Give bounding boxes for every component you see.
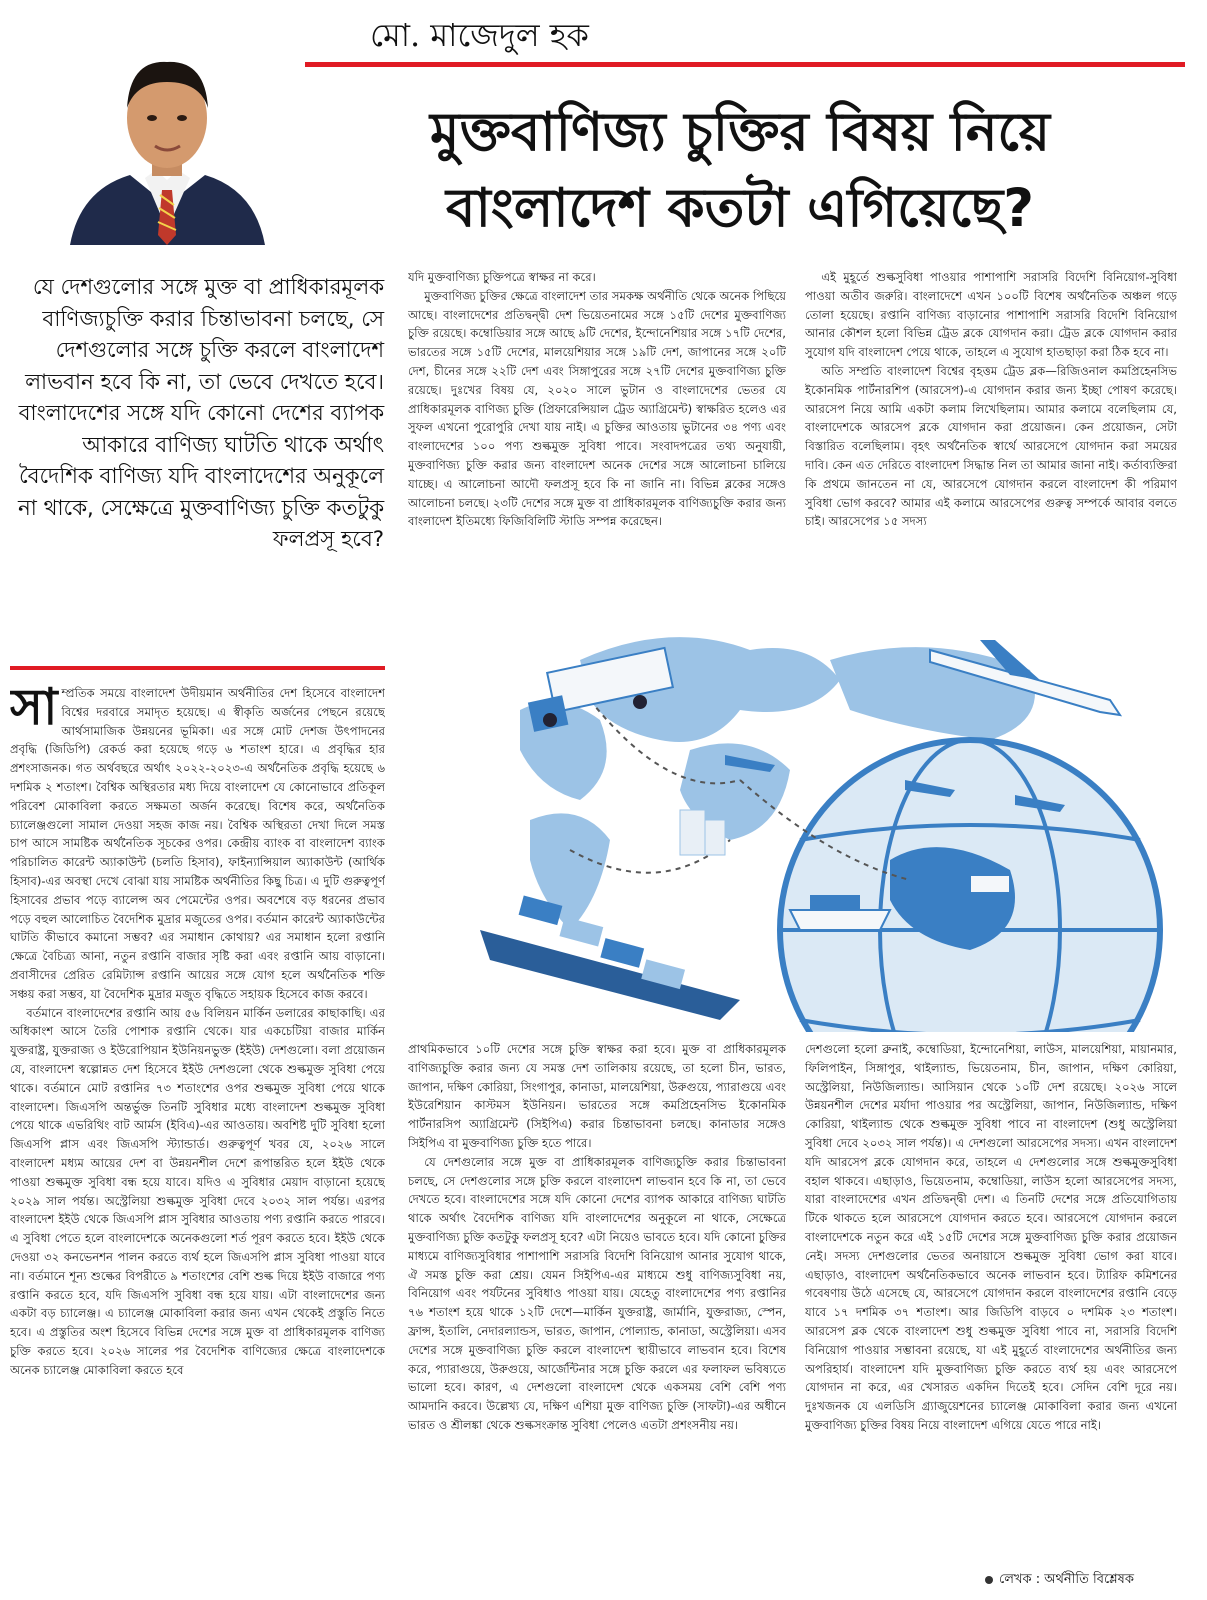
header-rule (305, 62, 1185, 67)
headline (300, 95, 1180, 247)
trade-illustration (410, 600, 1174, 1032)
pull-quote-rule (10, 666, 385, 670)
pull-quote: যে দেশগুলোর সঙ্গে মুক্ত বা প্রাধিকারমূলক বাণিজ্যচুক্তি করার চিন্তাভাবনা চলছে, সে দেশগুলোর সঙ্গে চুক্তি করলে বাংলাদেশ লাভবান হবে কি না, তা ভেবে দেখতে হবে। বাংলাদেশের সঙ্গে যদি কোনো দেশের ব্যাপক আকারে বাণিজ্য ঘাটতি থাকে অর্থাৎ বৈদেশিক বাণিজ্য যদি বাংলাদেশের অনুকূলে না থাকে, সেক্ষেত্রে মুক্তবাণিজ্য চুক্তি কতটুকু ফলপ্রসূ হবে? (17, 275, 384, 552)
article-column-3-bottom (805, 1040, 1177, 1570)
paragraph: যদি মুক্তবাণিজ্য চুক্তিপত্রে স্বাক্ষর না করে। (408, 270, 596, 284)
article-column-2-bottom (408, 1040, 786, 1588)
paragraph (10, 684, 385, 1004)
paragraph: মুক্তবাণিজ্য চুক্তির ক্ষেত্রে বাংলাদেশ তার সমকক্ষ অর্থনীতি থেকে অনেক পিছিয়ে আছে। বাংলাদেশের প্রতিদ্বন্দ্বী দেশ ভিয়েতনামের সঙ্গে ১৫টি দেশের মুক্তবাণিজ্য চুক্তি রয়েছে। কম্বোডিয়ার সঙ্গে আছে ৯টি দেশের, ইন্দোনেশিয়ার সঙ্গে ১৭টি দেশের, ভারতের সঙ্গে ১৫টি দেশের, মালয়েশিয়ার সঙ্গে ১৯টি দেশ, জাপানের সঙ্গে ২০টি দেশ, চীনের সঙ্গে ২২টি দেশ এবং সিঙ্গাপুরের সঙ্গে ২৭টি দেশের মুক্তবাণিজ্য চুক্তি রয়েছে। দুঃখের বিষয় যে, ২০২০ সালে ভুটান ও বাংলাদেশের ভেতর যে প্রাধিকারমূলক বাণিজ্য চুক্তি (প্রিফারেন্সিয়াল ট্রেড অ্যাগ্রিমেন্ট) স্বাক্ষরিত হলেও এর সুফল এখনো পুরোপুরি দেখা যায় নাই। এ চুক্তির আওতায় ভুটানের ৩৪ পণ্য এবং বাংলাদেশের ১০০ পণ্য শুল্কমুক্ত সুবিধা পাবে। সংবাদপত্রের তথ্য অনুযায়ী, মুক্তবাণিজ্য চুক্তি করার জন্য বাংলাদেশ অনেক দেশের সঙ্গে আলোচনা চালিয়ে যাচ্ছে। এ আলোচনা আদৌ ফলপ্রসূ হবে কি না জানি না। বিভিন্ন ব্লকের সঙ্গেও আলোচনা চলছে। ২৩টি দেশের সঙ্গে মুক্ত বা প্রাধিকারমূলক বাণিজ্যচুক্তি করার জন্য বাংলাদেশ ইতিমধ্যে ফিজিবিলিটি স্টাডি সম্পন্ন করেছেন। (408, 288, 786, 529)
paragraph: প্রাথমিকভাবে ১০টি দেশের সঙ্গে চুক্তি স্বাক্ষর করা হবে। মুক্ত বা প্রাধিকারমূলক বাণিজ্যচুক্তি করার জন্য যে সমস্ত দেশ তালিকায় রয়েছে, তা হলো চীন, ভারত, জাপান, দক্ষিণ কোরিয়া, সিংগাপুর, কানাডা, মালয়েশিয়া, উরুগুয়ে, প্যারাগুয়ে এবং ইউরেশিয়ান কাস্টমস ইউনিয়ন। ভারতের সঙ্গে কমপ্রিহেনসিভ ইকোনমিক পার্টনারসিপ অ্যাগ্রিমেন্ট (সিইপিএ) করার চিন্তাভাবনা চলছে। কানাডার সঙ্গেও সিইপিএ বা মুক্তবাণিজ্য চুক্তি হতে পারে। (408, 1042, 786, 1150)
paragraph: বর্তমানে বাংলাদেশের রপ্তানি আয় ৫৬ বিলিয়ন মার্কিন ডলারের কাছাকাছি। এর অধিকাংশ আসে তৈরি পোশাক রপ্তানি থেকে। যার একচেটিয়া বাজার মার্কিন যুক্তরাষ্ট্র, যুক্তরাজ্য ও ইউরোপিয়ান ইউনিয়নভুক্ত (ইইউ) দেশগুলো। বলা প্রয়োজন যে, বাংলাদেশ স্বল্পোন্নত দেশ হিসেবে ইইউ দেশগুলো থেকে শুল্কমুক্ত সুবিধা পেয়ে থাকে। বর্তমানে মোট রপ্তানির ৭৩ শতাংশের ওপর শুল্কমুক্ত সুবিধা পেয়ে থাকে বাংলাদেশ। জিএসপি অন্তর্ভুক্ত তিনটি সুবিধার মধ্যে বাংলাদেশ শুল্কমুক্ত সুবিধা পেয়ে থাকে এভরিথিং বাট আর্মস (ইবিএ)-এর আওতায়। অবশিষ্ট দুটি সুবিধা হলো জিএসপি প্লাস এবং জিএসপি স্ট্যান্ডার্ড। গুরুত্বপূর্ণ খবর যে, ২০২৬ সালে বাংলাদেশ মধ্যম আয়ের দেশ বা উন্নয়নশীল দেশে রূপান্তরিত হলে ইইউ থেকে পাওয়া শুল্কমুক্ত সুবিধা বন্ধ হয়ে যাবে। যদিও এ সুবিধার মেয়াদ বাড়ানো হয়েছে ২০২৯ সাল পর্যন্ত। অস্ট্রেলিয়া শুল্কমুক্ত সুবিধা দেবে ২০৩২ সাল পর্যন্ত। এরপর বাংলাদেশ ইইউ থেকে জিএসপি প্লাস সুবিধার আওতায় পণ্য রপ্তানি করতে পারবে। এ সুবিধা পেতে হলে বাংলাদেশকে অনেকগুলো শর্ত পূরণ করতে হবে। ইইউ থেকে দেওয়া ৩২ কনভেনশন পালন করতে ব্যর্থ হলে জিএসপি প্লাস সুবিধা পাওয়া যাবে না। বর্তমানে শূন্য শুল্কের বিপরীতে ৯ শতাংশের বেশি শুল্ক দিয়ে ইইউ বাজারে পণ্য রপ্তানি করতে হবে, যদি জিএসপি সুবিধা বন্ধ হয়ে যায়। এটা বাংলাদেশের জন্য একটা বড় চ্যালেঞ্জ। এ চ্যালেঞ্জ মোকাবিলা করার জন্য এখন থেকেই প্রস্তুতি নিতে হবে। এ প্রস্তুতির অংশ হিসেবে বিভিন্ন দেশের সঙ্গে মুক্ত বা প্রাধিকারমূলক বাণিজ্য চুক্তি করতে হবে। ২০২৬ সালের পর বৈদেশিক বাণিজ্যের ক্ষেত্রে বাংলাদেশকে অনেক চ্যালেঞ্জ মোকাবিলা করতে হবে (10, 1005, 385, 1377)
paragraph: এই মুহূর্তে শুল্কসুবিধা পাওয়ার পাশাপাশি সরাসরি বিদেশি বিনিয়োগ-সুবিধা পাওয়া অতীব জরুরি। বাংলাদেশে এখন ১০০টি বিশেষ অর্থনৈতিক অঞ্চল গড়ে তোলা হয়েছে। রপ্তানি বাণিজ্য বাড়ানোর পাশাপাশি সরাসরি বিদেশি বিনিয়োগ আনার কৌশল হলো বিভিন্ন ট্রেড ব্লকে যোগদান করা। ট্রেড ব্লকে যোগদান করার সুযোগ যদি বাংলাদেশ পেয়ে থাকে, তাহলে এ সুযোগ হাতছাড়া করা ঠিক হবে না। (805, 270, 1177, 360)
byline (985, 1570, 1134, 1591)
small-truck-icon (970, 875, 1010, 893)
drop-cap: সা (10, 684, 58, 736)
article-column-3-top (805, 268, 1177, 591)
byline-text: লেখক : অর্থনীতি বিশ্লেষক (999, 1572, 1134, 1587)
article-column-2-top (408, 268, 786, 591)
article-column-1 (10, 684, 385, 1590)
author-photo (60, 30, 275, 245)
author-name: মো. মাজেদুল হক (370, 16, 589, 54)
paragraph-text: ম্প্রতিক সময়ে বাংলাদেশ উদীয়মান অর্থনীতির দেশ হিসেবে বাংলাদেশ বিশ্বের দরবারে সমাদৃত হয়েছে। এ স্বীকৃতি অর্জনের পেছনে রয়েছে আর্থসামাজিক উন্নয়নের ভূমিকা। এর সঙ্গে মোট দেশজ উৎপাদনের প্রবৃদ্ধি (জিডিপি) রেকর্ড করা হয়েছে গড়ে ৬ শতাংশ হারে। এ প্রবৃদ্ধির হার প্রশংসাজনক। গত অর্থবছরে অর্থাৎ ২০২২-২০২৩-এ অর্থনৈতিক প্রবৃদ্ধি হয়েছে ৬ দশমিক ২ শতাংশ। বৈশ্বিক অস্থিরতার মধ্য দিয়ে বাংলাদেশ যে কোনোভাবে প্রতিকূল পরিবেশ মোকাবিলা করতে সক্ষমতা অর্জন করেছে। বিশেষ করে, অর্থনৈতিক চ্যালেঞ্জগুলো সামাল দেওয়া সহজ কাজ নয়। বৈশ্বিক অস্থিরতা দেখা দিলে সমস্ত চাপ আসে সামষ্টিক অর্থনৈতিক সূচকের ওপর। কেন্দ্রীয় ব্যাংক বা বাংলাদেশ ব্যাংক পরিচালিত কারেন্ট অ্যাকাউন্ট (চলতি হিসাব), ফাইন্যান্সিয়াল অ্যাকাউন্ট (আর্থিক হিসাব)-এর অবস্থা দেখে বোঝা যায় সামষ্টিক অর্থনীতির কিছু চিত্র। এ দুটি গুরুত্বপূর্ণ হিসাবের প্রভাব পড়ে ব্যালেন্স অব পেমেন্টের ওপর। অবশেষে বড় ধরনের প্রভাব পড়ে বহুল আলোচিত বৈদেশিক মুদ্রার মজুতের ওপর। বর্তমান কারেন্ট অ্যাকাউন্টের ঘাটতি কীভাবে কমানো সম্ভব? এর সমাধান কোথায়? এর সমাধান হলো রপ্তানি ক্ষেত্রে বৈচিত্র্য আনা, নতুন রপ্তানি বাজার সৃষ্টি করা এবং রপ্তানি আয় বাড়ানো। প্রবাসীদের প্রেরিত রেমিট্যান্স রপ্তানি আয়ের সঙ্গে যোগ হলে অর্থনৈতিক শক্তি সঞ্চয় করা সম্ভব, যা বৈদেশিক মুদ্রার মজুত বৃদ্ধিতে সহায়ক হিসেবে কাজ করবে। (10, 686, 385, 1001)
headline-line-1: মুক্তবাণিজ্য চুক্তির বিষয় নিয়ে (430, 102, 1050, 163)
headline-line-2: বাংলাদেশ কতটা এগিয়েছে? (446, 178, 1034, 239)
bullet-icon (985, 1576, 993, 1584)
paragraph: দেশগুলো হলো ব্রুনাই, কম্বোডিয়া, ইন্দোনেশিয়া, লাউস, মালয়েশিয়া, মায়ানমার, ফিলিপাইন, সিঙ্গাপুর, থাইল্যান্ড, ভিয়েতনাম, চীন, জাপান, দক্ষিণ কোরিয়া, অস্ট্রেলিয়া, নিউজিল্যান্ড। আসিয়ান থেকে ১০টি দেশ রয়েছে। ২০২৬ সালে উন্নয়নশীল দেশের মর্যাদা পাওয়ার পর অস্ট্রেলিয়া, জাপান, নিউজিল্যান্ড, দক্ষিণ কোরিয়া, থাইল্যান্ড থেকে শুল্কমুক্ত সুবিধা পাবে না বাংলাদেশ (শুধু অস্ট্রেলিয়া সুবিধা দেবে ২০৩২ সাল পর্যন্ত)। এ দেশগুলো আরসেপের সদস্য। এখন বাংলাদেশ যদি আরসেপ ব্লকে যোগদান করে, তাহলে এ দেশগুলোর সঙ্গে শুল্কমুক্তসুবিধা বহাল থাকবে। এছাড়াও, ভিয়েতনাম, কম্বোডিয়া, লাউস হলো আরসেপের সদস্য, যারা বাংলাদেশের এখন প্রতিদ্বন্দ্বী দেশ। এ তিনটি দেশের সঙ্গে প্রতিযোগিতায় টিকে থাকতে হলে আরসেপে যোগদান করতে হবে। আরসেপে যোগদান করলে বাংলাদেশকে নতুন করে এই ১৫টি দেশের সঙ্গে মুক্তবাণিজ্য চুক্তি করার প্রয়োজন নেই। সদস্য দেশগুলোর ভেতর অনায়াসে শুল্কমুক্ত সুবিধা ভোগ করা যাবে। এছাড়াও, বাংলাদেশ অর্থনৈতিকভাবে অনেক লাভবান হবে। ট্যারিফ কমিশনের গবেষণায় উঠে এসেছে যে, আরসেপে যোগদান করলে বাংলাদেশের রপ্তানি বেড়ে যাবে ১৭ দশমিক ৩৭ শতাংশ। আর জিডিপি বাড়বে ০ দশমিক ২৩ শতাংশ। আরসেপ ব্লক থেকে বাংলাদেশ শুধু শুল্কমুক্ত সুবিধা পাবে না, সরাসরি বিদেশি বিনিয়োগ পাওয়ার সম্ভাবনা রয়েছে, যা এই মুহূর্তে বাংলাদেশের অর্থনীতির জন্য অপরিহার্য। বাংলাদেশ যদি মুক্তবাণিজ্য চুক্তি করতে ব্যর্থ হয় এবং আরসেপে যোগদান না করে, এর খেসারত একদিন দিতেই হবে। সেদিন বেশি দূরে নয়। দুঃখজনক যে এলডিসি গ্র্যাজুয়েশনের চ্যালেঞ্জ মোকাবিলা করার জন্য এখনো মুক্তবাণিজ্য চুক্তির বিষয় নিয়ে বাংলাদেশ এগিয়ে যেতে পারে নাই। (805, 1042, 1177, 1432)
paragraph: অতি সম্প্রতি বাংলাদেশ বিশ্বের বৃহত্তম ট্রেড ব্লক—রিজিওনাল কমপ্রিহেনসিভ ইকোনমিক পার্টনারশিপ (আরসেপ)-এ যোগদান করার জন্য ইচ্ছা পোষণ করেছে। আরসেপ নিয়ে আমি একটা কলাম লিখেছিলাম। আমার কলামে বলেছিলাম যে, বাংলাদেশকে আরসেপ ব্লকে যোগদান করা প্রয়োজন। কেন প্রয়োজন, সেটা বিস্তারিত বলেছিলাম। বৃহৎ অর্থনৈতিক স্বার্থে আরসেপে যোগদান করা সময়ের দাবি। কেন এত দেরিতে বাংলাদেশ সিদ্ধান্ত নিল তা আমার জানা নাই। কর্তাব্যক্তিরা কি প্রথমে জানতেন না যে, আরসেপে যোগদান করলে বাংলাদেশ কী পরিমাণ সুবিধা ভোগ করবে? আমার এই কলামে আরসেপের গুরুত্ব সম্পর্কে আবার বলতে চাই। আরসেপের ১৫ সদস্য (805, 363, 1177, 529)
paragraph: যে দেশগুলোর সঙ্গে মুক্ত বা প্রাধিকারমূলক বাণিজ্যচুক্তি করার চিন্তাভাবনা চলছে, সে দেশগুলোর সঙ্গে চুক্তি করলে বাংলাদেশ লাভবান হবে কি না, তা ভেবে দেখতে হবে। বাংলাদেশের সঙ্গে যদি কোনো দেশের ব্যাপক আকারে বাণিজ্য ঘাটতি থাকে অর্থাৎ বৈদেশিক বাণিজ্য যদি বাংলাদেশের অনুকূলে না থাকে, সেক্ষেত্রে মুক্তবাণিজ্য চুক্তি কতটুকু ফলপ্রসূ হবে? এটা নিয়েও ভাবতে হবে। যদি কোনো চুক্তির মাধ্যমে বাণিজ্যসুবিধার পাশাপাশি সরাসরি বিদেশি বিনিয়োগ আনার সুযোগ থাকে, ঐ সমস্ত চুক্তি করা শ্রেয়। যেমন সিইপিএ-এর মাধ্যমে শুধু বাণিজ্যসুবিধা নয়, বিনিয়োগ এবং পর্যটনের সুবিধাও পাওয়া যায়। যেহেতু বাংলাদেশের পণ্য রপ্তানির ৭৬ শতাংশ হয়ে থাকে ১২টি দেশে—মার্কিন যুক্তরাষ্ট্র, জার্মানি, যুক্তরাজ্য, স্পেন, ফ্রান্স, ইতালি, নেদারল্যান্ডস, ভারত, জাপান, পোল্যান্ড, কানাডা, অস্ট্রেলিয়া। এসব দেশের সঙ্গে মুক্তবাণিজ্য চুক্তি করলে বাংলাদেশ স্থায়ীভাবে লাভবান হবে। বিশেষ করে, প্যারাগুয়ে, উরুগুয়ে, আর্জেন্টিনার সঙ্গে চুক্তি করলে এর ফলাফল ভবিষ্যতে ভালো হবে। কারণ, এ দেশগুলো বাংলাদেশ থেকে একসময় বেশি বেশি পণ্য আমদানি করবে। উল্লেখ্য যে, দক্ষিণ এশিয়া মুক্ত বাণিজ্য চুক্তি (সাফটা)-এর অধীনে ভারত ও শ্রীলঙ্কা থেকে শুল্কসংক্রান্ত সুবিধা পেলেও এতটা প্রশংসনীয় নয়। (408, 1154, 786, 1432)
